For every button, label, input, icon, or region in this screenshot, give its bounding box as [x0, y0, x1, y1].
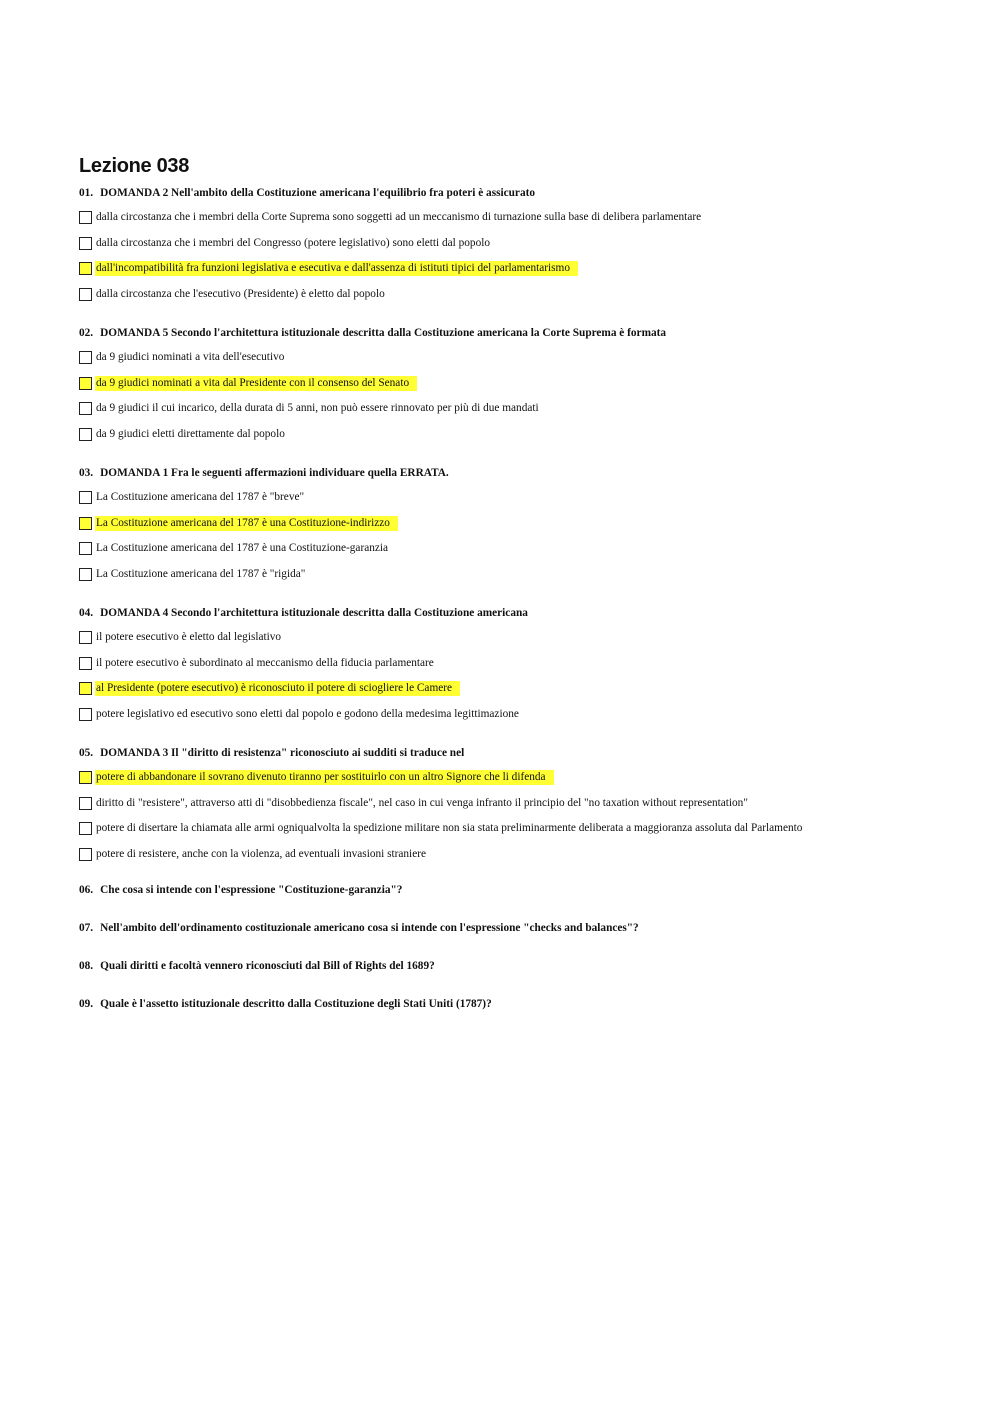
question-body: DOMANDA 4 Secondo l'architettura istituzionale descritta dalla Costituzione americana — [100, 607, 528, 619]
answer-option[interactable] — [79, 371, 939, 397]
answer-checkbox[interactable] — [79, 631, 92, 644]
answer-checkbox[interactable] — [79, 542, 92, 555]
open-questions — [79, 882, 939, 1012]
answer-checkbox[interactable] — [79, 797, 92, 810]
answer-text: dalla circostanza che i membri della Corte Suprema sono soggetti ad un meccanismo di turnazione sulla base di delibera parlamentare — [96, 211, 702, 224]
answer-text: da 9 giudici il cui incarico, della durata di 5 anni, non può essere rinnovato per più di due mandati — [96, 402, 539, 415]
answer-option[interactable] — [79, 422, 939, 448]
answer-checkbox[interactable] — [79, 428, 92, 441]
answer-text: diritto di "resistere", attraverso atti di "disobbedienza fiscale", nel caso in cui venga infranto il principio del "no taxation without representation" — [96, 796, 748, 809]
answer-text: il potere esecutivo è eletto dal legislativo — [96, 631, 282, 644]
question-number: 08. — [79, 960, 94, 972]
answer-option[interactable] — [79, 702, 939, 728]
answer-checkbox[interactable] — [79, 517, 92, 530]
question-number: 01. — [79, 187, 94, 199]
answer-list — [79, 765, 939, 867]
question — [79, 185, 939, 320]
open-question — [79, 958, 939, 974]
answer-checkbox[interactable] — [79, 491, 92, 504]
question-text — [79, 325, 939, 341]
lesson-title: Lezione 038 — [79, 155, 190, 177]
answer-text: il potere esecutivo è subordinato al meccanismo della fiducia parlamentare — [96, 656, 434, 669]
question-number: 07. — [79, 922, 94, 934]
answer-option[interactable] — [79, 231, 939, 257]
question — [79, 605, 939, 740]
answer-option[interactable] — [79, 536, 939, 562]
answer-checkbox[interactable] — [79, 848, 92, 861]
answer-text: da 9 giudici nominati a vita dell'esecutivo — [96, 351, 285, 364]
question-body: Che cosa si intende con l'espressione "Costituzione-garanzia"? — [100, 884, 403, 896]
question-body: Quali diritti e facoltà vennero riconosciuti dal Bill of Rights del 1689? — [100, 960, 435, 972]
answer-text: dall'incompatibilità fra funzioni legislativa e esecutiva e dall'assenza di istituti tipici del parlamentarismo — [95, 261, 578, 276]
answer-option[interactable] — [79, 651, 939, 677]
question-body: DOMANDA 1 Fra le seguenti affermazioni individuare quella ERRATA. — [100, 467, 449, 479]
answer-option[interactable] — [79, 345, 939, 371]
answer-text: potere di resistere, anche con la violenza, ad eventuali invasioni straniere — [96, 847, 426, 860]
answer-list — [79, 345, 939, 447]
question-number: 09. — [79, 998, 94, 1010]
answer-checkbox[interactable] — [79, 377, 92, 390]
open-question — [79, 882, 939, 898]
answer-option[interactable] — [79, 842, 939, 868]
question-body: DOMANDA 2 Nell'ambito della Costituzione americana l'equilibrio fra poteri è assicurato — [100, 187, 536, 199]
question — [79, 325, 939, 460]
answer-option[interactable] — [79, 205, 939, 231]
question-text — [79, 185, 939, 201]
answer-checkbox[interactable] — [79, 682, 92, 695]
answer-text: potere di disertare la chiamata alle armi ogniqualvolta la spedizione militare non sia stata preliminarmente deliberata a maggioranza assoluta dal Parlamento — [96, 822, 803, 835]
answer-checkbox[interactable] — [79, 771, 92, 784]
answer-option[interactable] — [79, 625, 939, 651]
answer-list — [79, 485, 939, 587]
answer-text: La Costituzione americana del 1787 è "rigida" — [96, 567, 306, 580]
answer-text: potere di abbandonare il sovrano divenuto tiranno per sostituirlo con un altro Signore che li difenda — [95, 770, 554, 785]
answer-option[interactable] — [79, 485, 939, 511]
question-body: Quale è l'assetto istituzionale descritto dalla Costituzione degli Stati Uniti (1787)? — [100, 998, 492, 1010]
multiple-choice-questions — [79, 185, 939, 880]
question-number: 05. — [79, 747, 94, 759]
answer-text: La Costituzione americana del 1787 è "breve" — [96, 491, 305, 504]
question-number: 04. — [79, 607, 94, 619]
answer-checkbox[interactable] — [79, 351, 92, 364]
answer-checkbox[interactable] — [79, 822, 92, 835]
answer-text: da 9 giudici eletti direttamente dal popolo — [96, 427, 285, 440]
answer-text: dalla circostanza che i membri del Congresso (potere legislativo) sono eletti dal popolo — [96, 236, 491, 249]
open-question — [79, 996, 939, 1012]
answer-text: dalla circostanza che l'esecutivo (Presidente) è eletto dal popolo — [96, 287, 385, 300]
answer-checkbox[interactable] — [79, 568, 92, 581]
answer-option[interactable] — [79, 791, 939, 817]
question-number: 03. — [79, 467, 94, 479]
answer-text: La Costituzione americana del 1787 è una Costituzione-indirizzo — [95, 516, 398, 531]
answer-option[interactable] — [79, 511, 939, 537]
question-number: 06. — [79, 884, 94, 896]
answer-option[interactable] — [79, 765, 939, 791]
question-body: DOMANDA 5 Secondo l'architettura istituzionale descritta dalla Costituzione americana la Corte Suprema è formata — [100, 327, 667, 339]
question-body: Nell'ambito dell'ordinamento costituzionale americano cosa si intende con l'espressione "checks and balances"? — [100, 922, 639, 934]
answer-checkbox[interactable] — [79, 657, 92, 670]
answer-checkbox[interactable] — [79, 237, 92, 250]
answer-option[interactable] — [79, 562, 939, 588]
answer-text: La Costituzione americana del 1787 è una Costituzione-garanzia — [96, 542, 389, 555]
question-text — [79, 745, 939, 761]
answer-checkbox[interactable] — [79, 402, 92, 415]
document-page — [79, 152, 939, 1012]
answer-list — [79, 205, 939, 307]
answer-text: potere legislativo ed esecutivo sono eletti dal popolo e godono della medesima legittimazione — [96, 707, 519, 720]
answer-checkbox[interactable] — [79, 262, 92, 275]
answer-text: da 9 giudici nominati a vita dal Presidente con il consenso del Senato — [95, 376, 417, 391]
question — [79, 465, 939, 600]
question-text — [79, 605, 939, 621]
open-question — [79, 920, 939, 936]
question-text — [79, 465, 939, 481]
answer-option[interactable] — [79, 676, 939, 702]
answer-checkbox[interactable] — [79, 288, 92, 301]
answer-text: al Presidente (potere esecutivo) è riconosciuto il potere di sciogliere le Camere — [95, 681, 460, 696]
answer-option[interactable] — [79, 816, 939, 842]
question-body: DOMANDA 3 Il "diritto di resistenza" riconosciuto ai sudditi si traduce nel — [100, 747, 465, 759]
answer-option[interactable] — [79, 396, 939, 422]
answer-checkbox[interactable] — [79, 211, 92, 224]
answer-list — [79, 625, 939, 727]
answer-option[interactable] — [79, 256, 939, 282]
answer-option[interactable] — [79, 282, 939, 308]
question-number: 02. — [79, 327, 94, 339]
answer-checkbox[interactable] — [79, 708, 92, 721]
question — [79, 745, 939, 880]
